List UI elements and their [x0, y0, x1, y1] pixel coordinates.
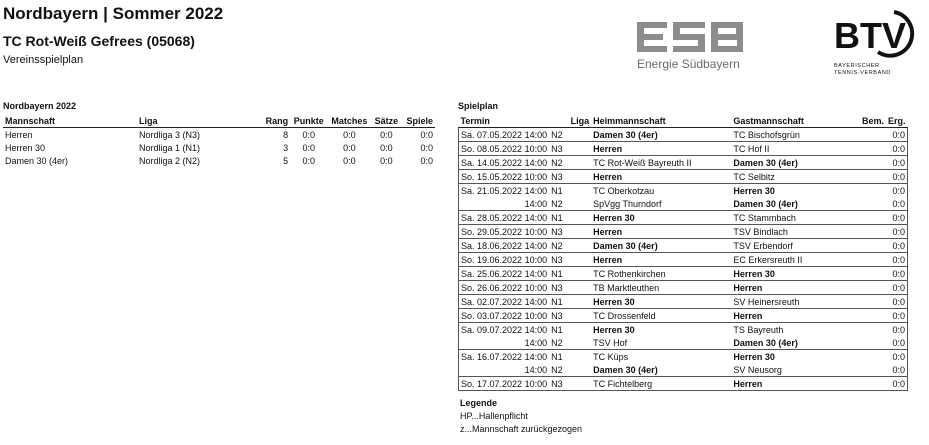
- match-date-time: [459, 239, 550, 253]
- match-date-time: [459, 323, 550, 337]
- match-date: Sa. 16.07.2022: [461, 351, 523, 362]
- match-remark: [860, 309, 886, 323]
- home-team: TC Rot-Weiß Bayreuth II: [591, 156, 731, 170]
- plan-row: [459, 253, 908, 267]
- away-team: Herren: [731, 377, 860, 391]
- btv-line2: TENNIS-VERBAND: [834, 70, 891, 76]
- plan-row: [459, 128, 908, 142]
- match-date-time: [459, 363, 550, 377]
- match-remark: [860, 323, 886, 337]
- home-team: TC Fichtelberg: [591, 377, 731, 391]
- sets-value: 0:0: [380, 142, 393, 153]
- match-league: N2: [549, 336, 591, 350]
- match-remark: [860, 350, 886, 364]
- match-remark: [860, 281, 886, 295]
- home-team: Herren: [591, 170, 731, 184]
- home-team: TSV Hof: [591, 336, 731, 350]
- match-result: 0:0: [886, 295, 908, 309]
- match-date: So. 26.06.2022: [461, 282, 523, 293]
- home-team: TC Küps: [591, 350, 731, 364]
- match-date-time: [459, 377, 550, 391]
- match-result: 0:0: [886, 309, 908, 323]
- matches-value: 0:0: [343, 142, 356, 153]
- away-team: TS Bayreuth: [731, 323, 860, 337]
- match-time: 14:00: [524, 351, 548, 362]
- btv-logo-mark: [834, 8, 922, 58]
- match-date-time: [459, 309, 550, 323]
- plan-row: [459, 267, 908, 281]
- away-team: SV Neusorg: [731, 363, 860, 377]
- match-league: N2: [549, 128, 591, 142]
- match-league: N2: [549, 363, 591, 377]
- match-date: Sa. 18.06.2022: [461, 240, 523, 251]
- col-termin: Termin: [459, 114, 550, 128]
- home-team: TC Oberkotzau: [591, 184, 731, 198]
- away-team: TC Selbitz: [731, 170, 860, 184]
- league-section: [3, 101, 435, 167]
- match-date-time: [459, 336, 550, 350]
- away-team: Herren 30: [731, 267, 860, 281]
- page-subtitle: Vereinsspielplan: [3, 54, 84, 66]
- match-date: So. 08.05.2022: [461, 143, 523, 154]
- match-result: 0:0: [886, 225, 908, 239]
- sets-value: 0:0: [380, 155, 393, 166]
- match-date-time: [459, 225, 550, 239]
- away-team: TSV Erbendorf: [731, 239, 860, 253]
- games-value: 0:0: [420, 142, 433, 153]
- plan-row: [459, 363, 908, 377]
- match-date-time: [459, 197, 550, 211]
- match-time: 14:00: [524, 157, 548, 168]
- match-date-time: [459, 281, 550, 295]
- btv-logo: [834, 8, 924, 77]
- home-team: TC Rothenkirchen: [591, 267, 731, 281]
- match-time: 10:00: [524, 171, 548, 182]
- match-date: So. 03.07.2022: [461, 310, 523, 321]
- match-time: 14:00: [524, 240, 548, 251]
- team-name: Damen 30 (4er): [5, 155, 69, 166]
- match-date-time: [459, 156, 550, 170]
- match-league: N3: [549, 170, 591, 184]
- col-gast: Gastmannschaft: [731, 114, 860, 128]
- match-result: 0:0: [886, 363, 908, 377]
- match-date: Sa. 28.05.2022: [461, 212, 523, 223]
- match-remark: [860, 156, 886, 170]
- away-team: EC Erkersreuth II: [731, 253, 860, 267]
- page-title: Nordbayern | Sommer 2022: [3, 4, 224, 23]
- match-league: N1: [549, 184, 591, 198]
- away-team: TC Hof II: [731, 142, 860, 156]
- match-remark: [860, 225, 886, 239]
- plan-row: [459, 350, 908, 364]
- btv-logo-text: BTV: [834, 15, 906, 56]
- match-remark: [860, 211, 886, 225]
- club-name: TC Rot-Weiß Gefrees (05068): [3, 33, 195, 49]
- home-team: Herren: [591, 142, 731, 156]
- match-date: So. 29.05.2022: [461, 226, 523, 237]
- match-result: 0:0: [886, 239, 908, 253]
- games-value: 0:0: [420, 155, 433, 166]
- plan-row: [459, 239, 908, 253]
- match-remark: [860, 377, 886, 391]
- legend: [460, 397, 582, 436]
- plan-row: [459, 142, 908, 156]
- match-result: 0:0: [886, 377, 908, 391]
- rank-value: 8: [283, 129, 289, 140]
- away-team: Damen 30 (4er): [731, 336, 860, 350]
- match-time: 10:00: [524, 143, 548, 154]
- match-league: N3: [549, 377, 591, 391]
- match-date: Sa. 07.05.2022: [461, 129, 523, 140]
- home-team: Herren 30: [591, 323, 731, 337]
- match-remark: [860, 267, 886, 281]
- matches-value: 0:0: [343, 129, 356, 140]
- match-result: 0:0: [886, 281, 908, 295]
- col-plan-liga: Liga: [549, 114, 591, 128]
- match-result: 0:0: [886, 253, 908, 267]
- match-league: N1: [549, 295, 591, 309]
- col-erg: Erg.: [887, 115, 906, 126]
- match-date-time: [459, 267, 550, 281]
- match-date: So. 19.06.2022: [461, 254, 523, 265]
- match-remark: [860, 170, 886, 184]
- legend-title: Legende: [460, 398, 498, 408]
- match-result: 0:0: [886, 211, 908, 225]
- match-remark: [860, 142, 886, 156]
- match-result: 0:0: [886, 156, 908, 170]
- points-value: 0:0: [302, 155, 315, 166]
- match-remark: [860, 253, 886, 267]
- away-team: Herren: [731, 281, 860, 295]
- match-result: 0:0: [886, 350, 908, 364]
- match-time: 14:00: [524, 324, 548, 335]
- match-league: N3: [549, 253, 591, 267]
- league-header-row: [3, 114, 435, 128]
- away-team: Damen 30 (4er): [731, 156, 860, 170]
- league-name: Nordliga 3 (N3): [139, 129, 201, 140]
- plan-row: [459, 170, 908, 184]
- home-team: Herren 30: [591, 295, 731, 309]
- match-result: 0:0: [886, 184, 908, 198]
- away-team: TC Bischofsgrün: [731, 128, 860, 142]
- match-date: So. 15.05.2022: [461, 171, 523, 182]
- points-value: 0:0: [302, 129, 315, 140]
- match-remark: [860, 184, 886, 198]
- home-team: Damen 30 (4er): [591, 239, 731, 253]
- plan-section: [458, 101, 908, 391]
- esb-tagline: Energie Südbayern: [637, 57, 740, 71]
- plan-row: [459, 156, 908, 170]
- league-row: [3, 154, 435, 167]
- home-team: TB Marktleuthen: [591, 281, 731, 295]
- away-team: Herren: [731, 309, 860, 323]
- col-punkte: Punkte: [290, 114, 327, 128]
- match-date: Sa. 21.05.2022: [461, 185, 523, 196]
- esb-logo: [637, 22, 747, 71]
- match-date-time: [459, 211, 550, 225]
- plan-header-row: [459, 114, 908, 128]
- plan-row: [459, 184, 908, 198]
- points-value: 0:0: [302, 142, 315, 153]
- plan-row: [459, 309, 908, 323]
- rank-value: 5: [283, 155, 289, 166]
- home-team: Herren: [591, 225, 731, 239]
- match-remark: [860, 363, 886, 377]
- col-matches: Matches: [327, 114, 371, 128]
- match-time: 14:00: [524, 337, 548, 348]
- match-league: N3: [549, 309, 591, 323]
- match-league: N1: [549, 211, 591, 225]
- legend-item: HP...Hallenpflicht: [460, 411, 528, 421]
- match-date-time: [459, 184, 550, 198]
- match-date: Sa. 25.06.2022: [461, 268, 523, 279]
- match-remark: [860, 336, 886, 350]
- league-table: [3, 114, 435, 167]
- match-date: Sa. 14.05.2022: [461, 157, 523, 168]
- away-team: Damen 30 (4er): [731, 197, 860, 211]
- plan-table: [458, 114, 908, 391]
- col-rang: Rang: [261, 114, 290, 128]
- col-liga: Liga: [137, 114, 261, 128]
- home-team: TC Drossenfeld: [591, 309, 731, 323]
- home-team: Damen 30 (4er): [591, 128, 731, 142]
- match-time: 14:00: [524, 296, 548, 307]
- match-time: 10:00: [524, 378, 548, 389]
- match-league: N3: [549, 142, 591, 156]
- match-date-time: [459, 253, 550, 267]
- plan-row: [459, 323, 908, 337]
- team-name: Herren: [5, 129, 33, 140]
- match-result: 0:0: [886, 336, 908, 350]
- match-league: N2: [549, 156, 591, 170]
- match-remark: [860, 197, 886, 211]
- col-bem: Bem.: [861, 115, 884, 126]
- match-date-time: [459, 128, 550, 142]
- away-team: SV Heinersreuth: [731, 295, 860, 309]
- away-team: TC Stammbach: [731, 211, 860, 225]
- col-heim: Heimmannschaft: [591, 114, 731, 128]
- plan-row: [459, 281, 908, 295]
- match-result: 0:0: [886, 323, 908, 337]
- match-result: 0:0: [886, 142, 908, 156]
- esb-logo-mark: [637, 22, 745, 52]
- match-result: 0:0: [886, 197, 908, 211]
- match-date-time: [459, 295, 550, 309]
- match-league: N1: [549, 323, 591, 337]
- plan-row: [459, 295, 908, 309]
- match-date: Sa. 09.07.2022: [461, 324, 523, 335]
- match-time: 14:00: [524, 268, 548, 279]
- rank-value: 3: [283, 142, 289, 153]
- league-row: [3, 128, 435, 142]
- home-team: Damen 30 (4er): [591, 363, 731, 377]
- match-time: 10:00: [524, 254, 548, 265]
- league-name: Nordliga 2 (N2): [139, 155, 201, 166]
- match-remark: [860, 295, 886, 309]
- home-team: SpVgg Thurndorf: [591, 197, 731, 211]
- away-team: Herren 30: [731, 184, 860, 198]
- plan-row: [459, 211, 908, 225]
- home-team: Herren: [591, 253, 731, 267]
- match-date: Sa. 02.07.2022: [461, 296, 523, 307]
- match-league: N3: [549, 225, 591, 239]
- match-remark: [860, 239, 886, 253]
- plan-caption: Spielplan: [458, 101, 499, 111]
- match-league: N3: [549, 281, 591, 295]
- plan-row: [459, 225, 908, 239]
- match-time: 14:00: [524, 129, 548, 140]
- league-caption: Nordbayern 2022: [3, 101, 77, 111]
- col-saetze: Sätze: [371, 114, 401, 128]
- match-result: 0:0: [886, 267, 908, 281]
- match-time: 14:00: [524, 364, 548, 375]
- match-league: N1: [549, 350, 591, 364]
- match-remark: [860, 128, 886, 142]
- col-mannschaft: Mannschaft: [3, 114, 137, 128]
- league-name: Nordliga 1 (N1): [139, 142, 201, 153]
- matches-value: 0:0: [343, 155, 356, 166]
- match-time: 14:00: [524, 212, 548, 223]
- match-date-time: [459, 170, 550, 184]
- match-date-time: [459, 350, 550, 364]
- away-team: TSV Bindlach: [731, 225, 860, 239]
- match-result: 0:0: [886, 128, 908, 142]
- match-time: 10:00: [524, 282, 548, 293]
- col-spiele: Spiele: [401, 114, 435, 128]
- match-result: 0:0: [886, 170, 908, 184]
- match-date-time: [459, 142, 550, 156]
- plan-row: [459, 336, 908, 350]
- match-time: 10:00: [524, 310, 548, 321]
- sets-value: 0:0: [380, 129, 393, 140]
- games-value: 0:0: [420, 129, 433, 140]
- home-team: Herren 30: [591, 211, 731, 225]
- plan-row: [459, 377, 908, 391]
- btv-line1: BAYERISCHER: [834, 63, 880, 69]
- team-name: Herren 30: [5, 142, 46, 153]
- match-date: So. 17.07.2022: [461, 378, 523, 389]
- match-time: 14:00: [524, 198, 548, 209]
- away-team: Herren 30: [731, 350, 860, 364]
- match-league: N2: [549, 197, 591, 211]
- match-league: N2: [549, 239, 591, 253]
- match-league: N1: [549, 267, 591, 281]
- league-row: [3, 141, 435, 154]
- legend-item: z...Mannschaft zurückgezogen: [460, 424, 583, 434]
- plan-row: [459, 197, 908, 211]
- match-time: 14:00: [524, 185, 548, 196]
- match-time: 10:00: [524, 226, 548, 237]
